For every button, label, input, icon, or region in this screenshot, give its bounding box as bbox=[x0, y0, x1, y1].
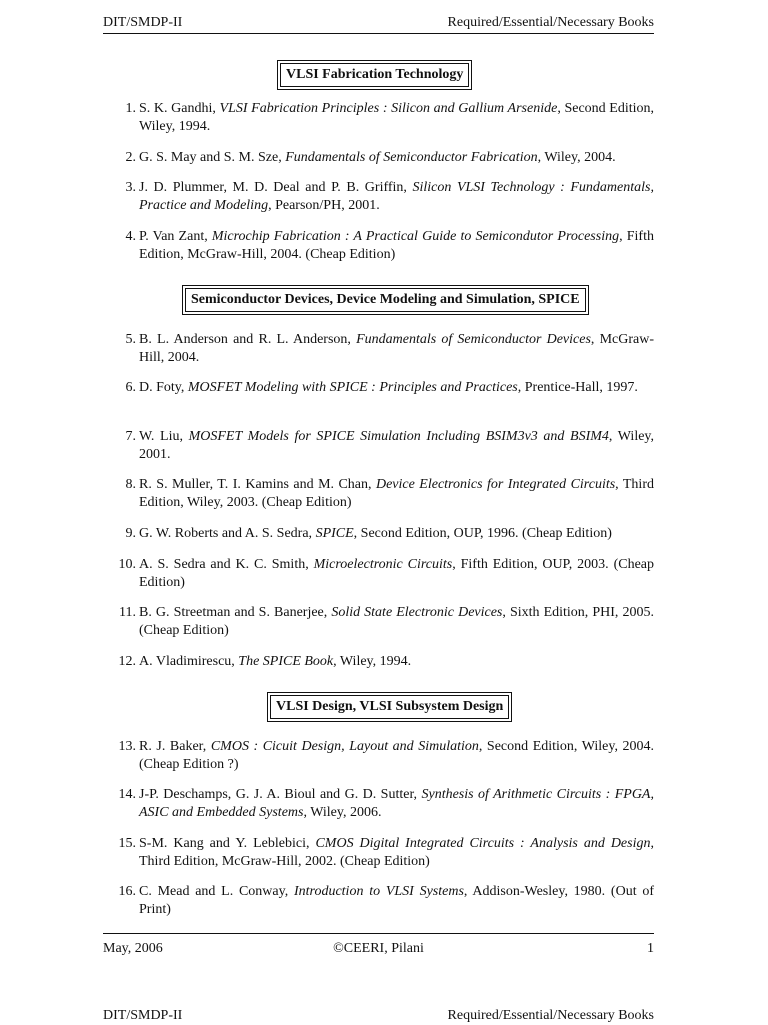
reference-authors: J-P. Deschamps, G. J. A. Bioul and G. D. Sutter, bbox=[139, 787, 422, 802]
reference-authors: J. D. Plummer, M. D. Deal and P. B. Griffin, bbox=[139, 180, 413, 195]
reference-details: , Wiley, 2006. bbox=[303, 805, 382, 820]
reference-number: 7. bbox=[125, 429, 136, 444]
header-left: DIT/SMDP-II bbox=[103, 15, 183, 30]
header-right: Required/Essential/Necessary Books bbox=[447, 1008, 654, 1023]
reference-item bbox=[103, 786, 654, 822]
reference-number: 6. bbox=[125, 380, 136, 395]
reference-details: , Second Edition, Wiley, 1994. bbox=[139, 101, 655, 134]
reference-title: Device Electronics for Integrated Circuits bbox=[375, 477, 616, 492]
reference-item bbox=[103, 179, 654, 215]
reference-number: 2. bbox=[125, 150, 136, 165]
footer-date: May, 2006 bbox=[103, 941, 163, 956]
reference-number: 10. bbox=[118, 557, 136, 572]
reference-title: Solid State Electronic Devices bbox=[331, 605, 503, 620]
reference-item bbox=[103, 556, 654, 592]
reference-number: 5. bbox=[125, 332, 136, 347]
reference-number: 3. bbox=[125, 180, 136, 195]
reference-authors: R. J. Baker, bbox=[139, 739, 211, 754]
reference-title: Synthesis of Arithmetic Circuits : FPGA, ASIC and Embedded Systems bbox=[139, 787, 654, 820]
reference-authors: D. Foty, bbox=[139, 380, 188, 395]
section-heading-design bbox=[267, 692, 512, 722]
reference-item bbox=[103, 379, 654, 397]
reference-title: VLSI Fabrication Principles : Silicon and Gallium Arsenide bbox=[219, 101, 558, 116]
reference-item bbox=[103, 525, 654, 543]
reference-details: , Third Edition, Wiley, 2003. (Cheap Edition) bbox=[139, 477, 654, 510]
reference-details: , Addison-Wesley, 1980. (Out of Print) bbox=[139, 884, 655, 917]
section-heading-devices bbox=[182, 285, 589, 315]
reference-authors: R. S. Muller, T. I. Kamins and M. Chan, bbox=[139, 477, 376, 492]
reference-number: 13. bbox=[118, 739, 136, 754]
reference-details: , McGraw-Hill, 2004. bbox=[139, 332, 655, 365]
reference-number: 1. bbox=[125, 101, 136, 116]
reference-details: , Fifth Edition, OUP, 2003. (Cheap Edition) bbox=[139, 557, 654, 590]
header-rule bbox=[103, 33, 654, 34]
reference-item bbox=[103, 476, 654, 512]
reference-item bbox=[103, 883, 654, 919]
reference-details: , Prentice-Hall, 1997. bbox=[517, 380, 638, 395]
reference-item bbox=[103, 738, 654, 774]
reference-number: 11. bbox=[119, 605, 136, 620]
reference-details: , Wiley, 2001. bbox=[139, 429, 655, 462]
reference-details: , Wiley, 1994. bbox=[333, 654, 412, 669]
footer-copyright: ©CEERI, Pilani bbox=[333, 941, 424, 956]
reference-item bbox=[103, 653, 654, 671]
reference-authors: W. Liu, bbox=[139, 429, 189, 444]
reference-details: , Wiley, 2004. bbox=[537, 150, 616, 165]
reference-title: MOSFET Modeling with SPICE : Principles and Practices bbox=[187, 380, 518, 395]
reference-title: Microchip Fabrication : A Practical Guide to Semicondutor Processing bbox=[211, 229, 620, 244]
page-number: 1 bbox=[647, 941, 654, 956]
reference-authors: S. K. Gandhi, bbox=[139, 101, 220, 116]
reference-title: CMOS : Cicuit Design, Layout and Simulation bbox=[210, 739, 479, 754]
reference-title: MOSFET Models for SPICE Simulation Including BSIM3v3 and BSIM4 bbox=[188, 429, 609, 444]
section-heading-fabrication bbox=[277, 60, 472, 90]
reference-item bbox=[103, 428, 654, 464]
reference-number: 9. bbox=[125, 526, 136, 541]
reference-number: 16. bbox=[118, 884, 136, 899]
reference-details: , Fifth Edition, McGraw-Hill, 2004. (Cheap Edition) bbox=[139, 229, 654, 262]
reference-item bbox=[103, 331, 654, 367]
header-left: DIT/SMDP-II bbox=[103, 1008, 183, 1023]
reference-title: The SPICE Book bbox=[238, 654, 334, 669]
reference-details: , Second Edition, OUP, 1996. (Cheap Edition) bbox=[353, 526, 612, 541]
reference-details: , Pearson/PH, 2001. bbox=[268, 198, 380, 213]
reference-authors: A. S. Sedra and K. C. Smith, bbox=[139, 557, 314, 572]
section-title: Semiconductor Devices, Device Modeling and Simulation, SPICE bbox=[185, 288, 586, 312]
reference-title: Introduction to VLSI Systems bbox=[293, 884, 464, 899]
reference-authors: P. Van Zant, bbox=[139, 229, 212, 244]
section-title: VLSI Design, VLSI Subsystem Design bbox=[270, 695, 509, 719]
reference-authors: C. Mead and L. Conway, bbox=[139, 884, 294, 899]
reference-authors: G. S. May and S. M. Sze, bbox=[139, 150, 286, 165]
reference-title: Silicon VLSI Technology : Fundamentals, Practice and Modeling bbox=[139, 180, 654, 213]
reference-item bbox=[103, 835, 654, 871]
reference-authors: S-M. Kang and Y. Leblebici, bbox=[139, 836, 316, 851]
reference-item bbox=[103, 149, 654, 167]
reference-details: , Third Edition, McGraw-Hill, 2002. (Cheap Edition) bbox=[139, 836, 654, 869]
reference-title: CMOS Digital Integrated Circuits : Analysis and Design bbox=[315, 836, 651, 851]
reference-title: SPICE bbox=[315, 526, 354, 541]
reference-number: 14. bbox=[118, 787, 136, 802]
header-right: Required/Essential/Necessary Books bbox=[447, 15, 654, 30]
reference-item bbox=[103, 228, 654, 264]
reference-authors: B. L. Anderson and R. L. Anderson, bbox=[139, 332, 357, 347]
footer-rule bbox=[103, 933, 654, 934]
reference-number: 12. bbox=[118, 654, 136, 669]
reference-number: 4. bbox=[125, 229, 136, 244]
reference-authors: G. W. Roberts and A. S. Sedra, bbox=[139, 526, 316, 541]
reference-number: 15. bbox=[118, 836, 136, 851]
reference-item bbox=[103, 604, 654, 640]
reference-title: Fundamentals of Semiconductor Fabrication bbox=[285, 150, 538, 165]
reference-item bbox=[103, 100, 654, 136]
reference-authors: B. G. Streetman and S. Banerjee, bbox=[139, 605, 332, 620]
reference-title: Microelectronic Circuits bbox=[313, 557, 453, 572]
reference-details: , Sixth Edition, PHI, 2005. (Cheap Edition) bbox=[139, 605, 654, 638]
section-title: VLSI Fabrication Technology bbox=[280, 63, 469, 87]
reference-title: Fundamentals of Semiconductor Devices bbox=[356, 332, 591, 347]
reference-authors: A. Vladimirescu, bbox=[139, 654, 239, 669]
reference-details: , Second Edition, Wiley, 2004. (Cheap Edition ?) bbox=[139, 739, 655, 772]
reference-number: 8. bbox=[125, 477, 136, 492]
